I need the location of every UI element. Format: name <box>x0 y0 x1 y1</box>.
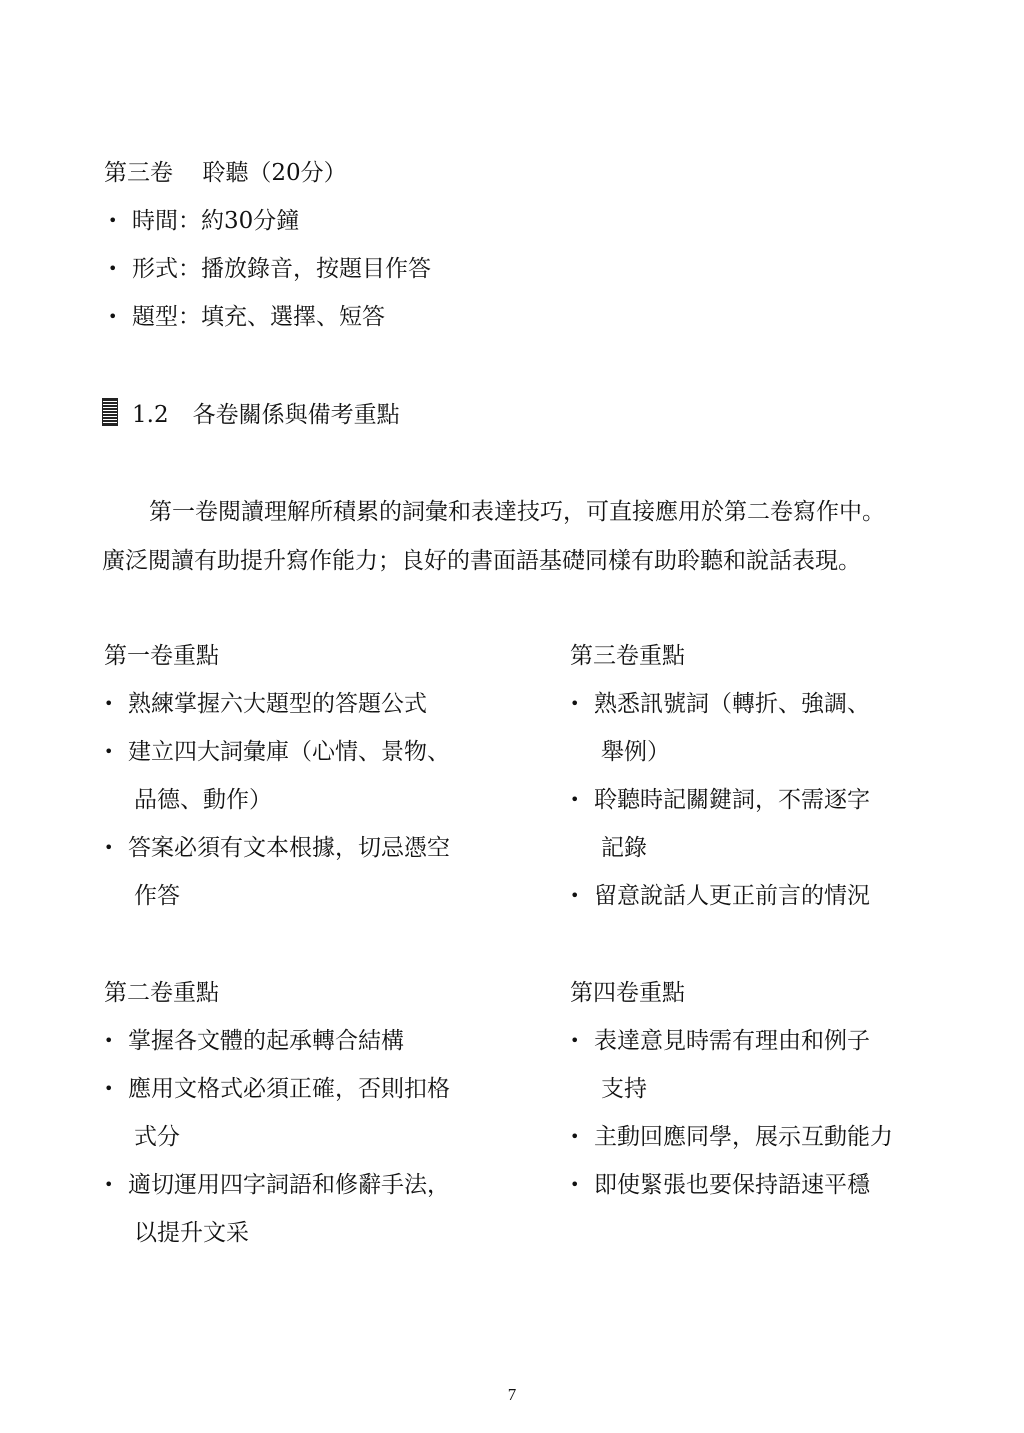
bullet-icon: • <box>570 886 580 905</box>
paper3-title: 第三卷重點 <box>570 643 685 669</box>
paper1-title: 第一卷重點 <box>104 643 219 669</box>
section-title-name: 聆聽（20分） <box>202 160 347 186</box>
bullet-icon: • <box>570 790 580 809</box>
list-item-continuation: 品德、動作） <box>134 787 272 813</box>
page-number: 7 <box>507 1385 517 1404</box>
bullet-icon: • <box>108 259 118 278</box>
list-item <box>104 1026 404 1056</box>
heading-text: 各卷關係與備考重點 <box>192 402 400 428</box>
list-item-continuation: 支持 <box>601 1076 647 1102</box>
list-item <box>104 1074 450 1104</box>
list-item <box>570 689 870 719</box>
bullet-icon: • <box>570 1031 580 1050</box>
list-item <box>570 1122 893 1152</box>
list-item-continuation: 記錄 <box>601 835 647 861</box>
bullet-icon: • <box>104 742 114 761</box>
list-item <box>570 1170 870 1200</box>
paper4-title: 第四卷重點 <box>570 980 685 1006</box>
list-item-continuation: 以提升文采 <box>134 1220 249 1246</box>
paper2-title: 第二卷重點 <box>104 980 219 1006</box>
list-item-continuation: 舉例） <box>601 739 670 765</box>
bullet-text: 時間：約30分鐘 <box>132 208 300 234</box>
bullet-icon: • <box>570 694 580 713</box>
bullet-icon: • <box>104 1079 114 1098</box>
list-item-text: 留意說話人更正前言的情況 <box>594 883 870 909</box>
list-item-text: 建立四大詞彙庫（心情、景物、 <box>128 739 450 765</box>
bullet-text: 題型：填充、選擇、短答 <box>132 304 385 330</box>
list-item-text: 表達意見時需有理由和例子 <box>594 1028 870 1054</box>
bullet-icon: • <box>104 838 114 857</box>
list-item-text: 應用文格式必須正確，否則扣格 <box>128 1076 450 1102</box>
list-item <box>104 833 450 863</box>
list-item-continuation: 作答 <box>134 883 180 909</box>
list-item <box>104 737 450 767</box>
bullet-icon: • <box>104 1175 114 1194</box>
bullet-icon: • <box>570 1127 580 1146</box>
paragraph-line: 第一卷閱讀理解所積累的詞彙和表達技巧，可直接應用於第二卷寫作中。 <box>149 499 885 525</box>
bullet-text: 形式：播放錄音，按題目作答 <box>132 256 431 282</box>
bullet-icon: • <box>108 307 118 326</box>
list-item <box>570 881 870 911</box>
list-item-text: 掌握各文體的起承轉合結構 <box>128 1028 404 1054</box>
list-item <box>104 1170 450 1200</box>
paragraph-line: 廣泛閱讀有助提升寫作能力；良好的書面語基礎同樣有助聆聽和說話表現。 <box>102 548 861 574</box>
list-item-text: 熟悉訊號詞（轉折、強調、 <box>594 691 870 717</box>
section-title-part: 第三卷 <box>104 160 173 186</box>
list-item-text: 主動回應同學，展示互動能力 <box>594 1124 893 1150</box>
bullet-icon: • <box>570 1175 580 1194</box>
section-bullet <box>108 254 431 284</box>
list-item-continuation: 式分 <box>134 1124 180 1150</box>
list-item-text: 聆聽時記關鍵詞，不需逐字 <box>594 787 870 813</box>
bullet-icon: • <box>104 1031 114 1050</box>
heading-marker-icon <box>102 398 118 426</box>
subsection-heading <box>102 398 400 430</box>
list-item <box>570 785 870 815</box>
section-title <box>104 158 347 188</box>
section-bullet <box>108 206 299 236</box>
list-item-text: 即使緊張也要保持語速平穩 <box>594 1172 870 1198</box>
bullet-icon: • <box>108 211 118 230</box>
bullet-icon: • <box>104 694 114 713</box>
list-item <box>570 1026 870 1056</box>
list-item-text: 適切運用四字詞語和修辭手法， <box>128 1172 450 1198</box>
list-item <box>104 689 427 719</box>
heading-number: 1.2 <box>132 402 169 428</box>
section-bullet <box>108 302 385 332</box>
list-item-text: 答案必須有文本根據，切忌憑空 <box>128 835 450 861</box>
list-item-text: 熟練掌握六大題型的答題公式 <box>128 691 427 717</box>
